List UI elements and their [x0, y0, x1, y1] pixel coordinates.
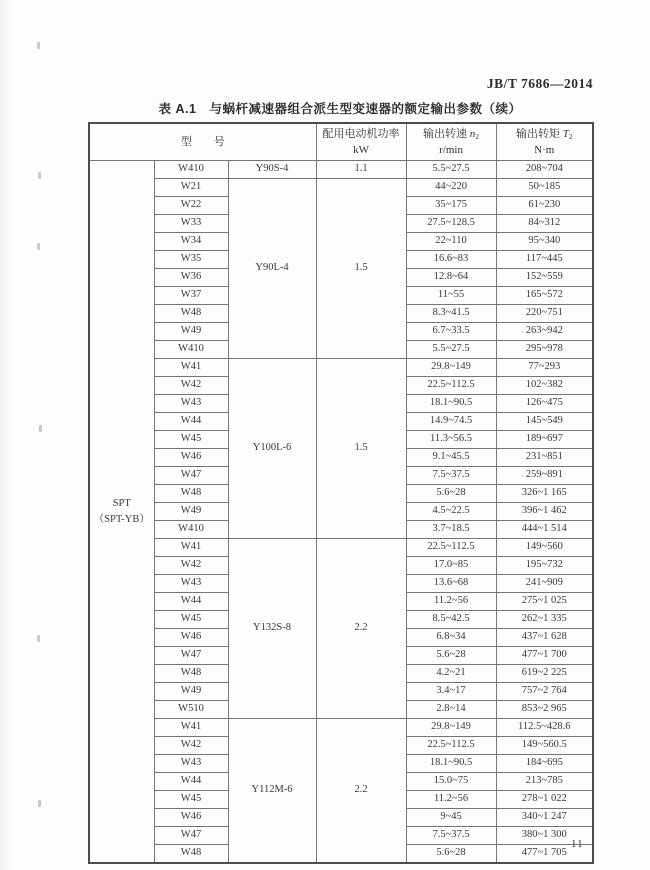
model-cell: W46: [154, 449, 228, 467]
speed-cell: 5.6~28: [406, 485, 496, 503]
standard-reference: JB/T 7686—2014: [486, 76, 593, 91]
model-cell: W43: [154, 575, 228, 593]
model-cell: W44: [154, 593, 228, 611]
torque-cell: 853~2 965: [496, 701, 593, 719]
torque-cell: 126~475: [496, 395, 593, 413]
torque-cell: 152~559: [496, 269, 593, 287]
torque-cell: 295~978: [496, 341, 593, 359]
torque-cell: 84~312: [496, 215, 593, 233]
scan-artifact: [38, 172, 41, 179]
table-row: [89, 179, 593, 197]
speed-cell: 5.5~27.5: [406, 161, 496, 179]
series-group-line2: （SPT-YB）: [93, 513, 150, 525]
torque-cell: 213~785: [496, 773, 593, 791]
model-cell: W36: [154, 269, 228, 287]
model-cell: W37: [154, 287, 228, 305]
torque-cell: 112.5~428.6: [496, 719, 593, 737]
torque-cell: 95~340: [496, 233, 593, 251]
model-cell: W48: [154, 845, 228, 864]
model-cell: W21: [154, 179, 228, 197]
torque-cell: 278~1 022: [496, 791, 593, 809]
power-cell: 1.5: [316, 179, 406, 359]
speed-cell: 6.7~33.5: [406, 323, 496, 341]
motor-cell: Y90S-4: [228, 161, 316, 179]
table-row: [89, 359, 593, 377]
speed-cell: 11~55: [406, 287, 496, 305]
torque-cell: 184~695: [496, 755, 593, 773]
model-cell: W510: [154, 701, 228, 719]
speed-cell: 27.5~128.5: [406, 215, 496, 233]
header-torque-subscript: 2: [568, 131, 573, 141]
header-power-label: 配用电动机功率: [322, 127, 400, 140]
torque-cell: 477~1 700: [496, 647, 593, 665]
speed-cell: 14.9~74.5: [406, 413, 496, 431]
torque-cell: 241~909: [496, 575, 593, 593]
model-cell: W41: [154, 359, 228, 377]
model-cell: W41: [154, 719, 228, 737]
header-speed: [406, 123, 496, 161]
model-cell: W43: [154, 755, 228, 773]
speed-cell: 5.6~28: [406, 647, 496, 665]
speed-cell: 9~45: [406, 809, 496, 827]
speed-cell: 4.5~22.5: [406, 503, 496, 521]
torque-cell: 208~704: [496, 161, 593, 179]
model-cell: W47: [154, 467, 228, 485]
torque-cell: 340~1 247: [496, 809, 593, 827]
torque-cell: 117~445: [496, 251, 593, 269]
speed-cell: 3.7~18.5: [406, 521, 496, 539]
torque-cell: 619~2 225: [496, 665, 593, 683]
speed-cell: 12.8~64: [406, 269, 496, 287]
torque-cell: 275~1 025: [496, 593, 593, 611]
speed-cell: 22~110: [406, 233, 496, 251]
header-power: [316, 123, 406, 161]
speed-cell: 35~175: [406, 197, 496, 215]
model-cell: W47: [154, 827, 228, 845]
table-row: [89, 719, 593, 737]
scan-artifact: [37, 635, 40, 642]
speed-cell: 11.3~56.5: [406, 431, 496, 449]
model-cell: W33: [154, 215, 228, 233]
model-cell: W48: [154, 485, 228, 503]
model-cell: W48: [154, 665, 228, 683]
speed-cell: 22.5~112.5: [406, 737, 496, 755]
speed-cell: 5.5~27.5: [406, 341, 496, 359]
torque-cell: 231~851: [496, 449, 593, 467]
torque-cell: 102~382: [496, 377, 593, 395]
speed-cell: 7.5~37.5: [406, 827, 496, 845]
torque-cell: 220~751: [496, 305, 593, 323]
header-speed-subscript: 2: [475, 131, 480, 141]
model-cell: W41: [154, 539, 228, 557]
torque-cell: 477~1 705: [496, 845, 593, 864]
page-number: 11: [571, 838, 584, 850]
model-cell: W49: [154, 323, 228, 341]
torque-cell: 165~572: [496, 287, 593, 305]
speed-cell: 22.5~112.5: [406, 539, 496, 557]
torque-cell: 262~1 335: [496, 611, 593, 629]
torque-cell: 396~1 462: [496, 503, 593, 521]
speed-cell: 18.1~90.5: [406, 395, 496, 413]
output-table-body: [89, 123, 593, 863]
speed-cell: 18.1~90.5: [406, 755, 496, 773]
torque-cell: 61~230: [496, 197, 593, 215]
series-group-line1: SPT: [112, 497, 131, 509]
speed-cell: 6.8~34: [406, 629, 496, 647]
speed-cell: 15.0~75: [406, 773, 496, 791]
model-cell: W49: [154, 503, 228, 521]
model-cell: W45: [154, 611, 228, 629]
model-cell: W45: [154, 791, 228, 809]
speed-cell: 2.8~14: [406, 701, 496, 719]
speed-cell: 29.8~149: [406, 719, 496, 737]
scan-artifact: [37, 42, 40, 49]
power-cell: 1.1: [316, 161, 406, 179]
torque-cell: 444~1 514: [496, 521, 593, 539]
header-row: [89, 123, 593, 161]
speed-cell: 29.8~149: [406, 359, 496, 377]
motor-cell: Y90L-4: [228, 179, 316, 359]
header-torque-symbol: T: [562, 127, 569, 140]
scan-artifact: [38, 800, 41, 807]
speed-cell: 22.5~112.5: [406, 377, 496, 395]
series-group-cell: [89, 161, 154, 864]
model-cell: W410: [154, 521, 228, 539]
model-cell: W22: [154, 197, 228, 215]
speed-cell: 11.2~56: [406, 593, 496, 611]
header-model: 型 号: [89, 123, 316, 161]
torque-cell: 189~697: [496, 431, 593, 449]
model-cell: W47: [154, 647, 228, 665]
speed-cell: 8.5~42.5: [406, 611, 496, 629]
motor-cell: Y112M-6: [228, 719, 316, 864]
speed-cell: 16.6~83: [406, 251, 496, 269]
motor-cell: Y100L-6: [228, 359, 316, 539]
header-torque: [496, 123, 593, 161]
header-speed-symbol: n: [469, 127, 476, 140]
model-cell: W46: [154, 629, 228, 647]
model-cell: W48: [154, 305, 228, 323]
speed-cell: 17.0~85: [406, 557, 496, 575]
speed-cell: 9.1~45.5: [406, 449, 496, 467]
torque-cell: 326~1 165: [496, 485, 593, 503]
torque-cell: 149~560: [496, 539, 593, 557]
torque-cell: 145~549: [496, 413, 593, 431]
power-cell: 1.5: [316, 359, 406, 539]
torque-cell: 757~2 764: [496, 683, 593, 701]
model-cell: W43: [154, 395, 228, 413]
model-cell: W49: [154, 683, 228, 701]
model-cell: W410: [154, 341, 228, 359]
model-cell: W44: [154, 413, 228, 431]
speed-cell: 3.4~17: [406, 683, 496, 701]
header-speed-label: 输出转速: [423, 127, 470, 140]
motor-cell: Y132S-8: [228, 539, 316, 719]
table-row: [89, 161, 593, 179]
header-torque-label: 输出转矩: [515, 127, 563, 140]
torque-cell: 77~293: [496, 359, 593, 377]
model-cell: W410: [154, 161, 228, 179]
header-power-unit: kW: [353, 144, 369, 156]
header-speed-unit: r/min: [439, 144, 463, 156]
speed-cell: 44~220: [406, 179, 496, 197]
model-cell: W42: [154, 377, 228, 395]
torque-cell: 149~560.5: [496, 737, 593, 755]
model-cell: W44: [154, 773, 228, 791]
speed-cell: 13.6~68: [406, 575, 496, 593]
torque-cell: 259~891: [496, 467, 593, 485]
torque-cell: 437~1 628: [496, 629, 593, 647]
model-cell: W42: [154, 557, 228, 575]
output-parameters-table: [88, 122, 594, 864]
model-cell: W46: [154, 809, 228, 827]
torque-cell: 263~942: [496, 323, 593, 341]
scan-artifact: [37, 243, 40, 250]
model-cell: W42: [154, 737, 228, 755]
table-row: [89, 539, 593, 557]
power-cell: 2.2: [316, 719, 406, 864]
model-cell: W45: [154, 431, 228, 449]
scan-artifact: [39, 425, 42, 432]
speed-cell: 7.5~37.5: [406, 467, 496, 485]
speed-cell: 5.6~28: [406, 845, 496, 864]
speed-cell: 8.3~41.5: [406, 305, 496, 323]
model-cell: W35: [154, 251, 228, 269]
table-title: 表 A.1 与蜗杆减速器组合派生型变速器的额定输出参数（续）: [158, 102, 522, 116]
header-torque-unit: N·m: [534, 144, 555, 156]
power-cell: 2.2: [316, 539, 406, 719]
speed-cell: 11.2~56: [406, 791, 496, 809]
torque-cell: 380~1 300: [496, 827, 593, 845]
torque-cell: 50~185: [496, 179, 593, 197]
model-cell: W34: [154, 233, 228, 251]
speed-cell: 4.2~21: [406, 665, 496, 683]
torque-cell: 195~732: [496, 557, 593, 575]
